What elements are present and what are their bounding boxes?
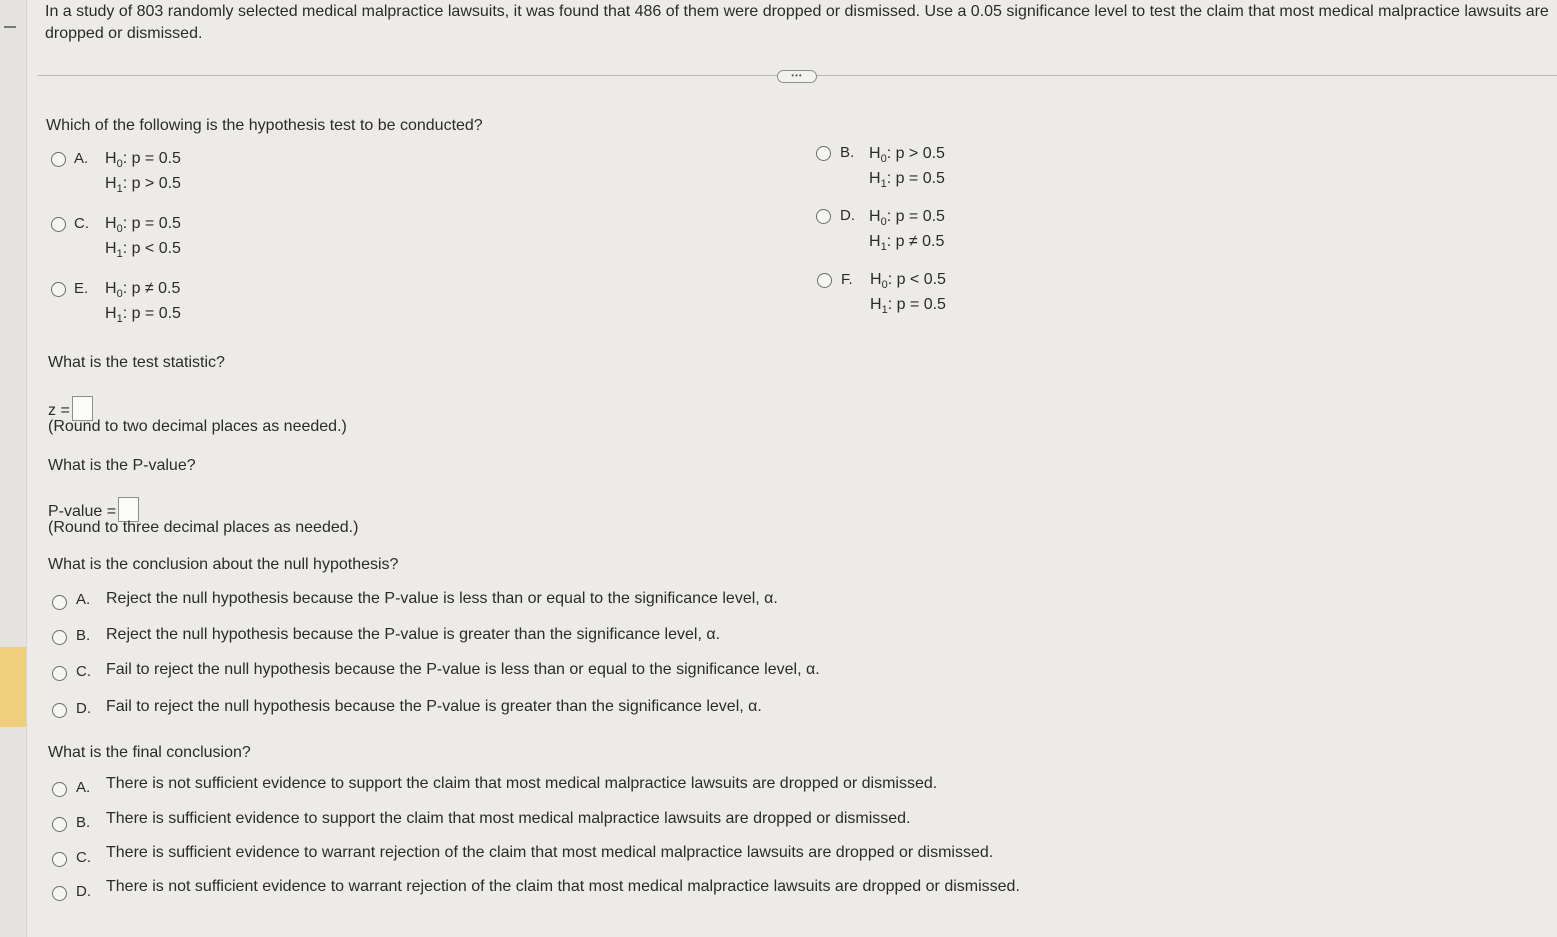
left-margin-strip <box>0 0 27 937</box>
q1-option-c-radio[interactable] <box>51 217 66 232</box>
q4-option-a-letter: A. <box>76 591 91 608</box>
q4-option-b-text[interactable]: Reject the null hypothesis because the P-value is greater than the significance level, α. <box>106 626 721 643</box>
q1-option-e-h0: $H_0$: p ≠ 0.5 <box>105 280 181 300</box>
q5-option-d-radio[interactable] <box>52 886 67 901</box>
more-options-button[interactable]: ••• <box>777 70 817 83</box>
q4-option-c-letter: C. <box>76 663 91 680</box>
q5-option-b-text[interactable]: There is sufficient evidence to support the claim that most medical malpractice lawsuits are dropped or dismissed. <box>106 810 911 827</box>
q1-option-a-radio[interactable] <box>51 152 66 167</box>
q4-option-c-radio[interactable] <box>52 666 67 681</box>
q1-option-d-letter: D. <box>840 207 855 224</box>
q3-prompt: What is the P-value? <box>48 457 196 474</box>
q1-option-d-h1: $H_1$: p ≠ 0.5 <box>869 233 945 253</box>
q5-option-a-text[interactable]: There is not sufficient evidence to support the claim that most medical malpractice lawsuits are dropped or dismissed. <box>106 775 938 792</box>
q4-option-d-letter: D. <box>76 700 91 717</box>
q4-option-b-letter: B. <box>76 627 91 644</box>
q4-option-d-text[interactable]: Fail to reject the null hypothesis because the P-value is greater than the significance level, α. <box>106 698 762 715</box>
q1-option-e-h1: $H_1$: p = 0.5 <box>105 305 181 325</box>
q1-option-b-radio[interactable] <box>816 146 831 161</box>
q1-option-e-radio[interactable] <box>51 282 66 297</box>
q4-option-b-radio[interactable] <box>52 630 67 645</box>
problem-statement: In a study of 803 randomly selected medical malpractice lawsuits, it was found that 486 of them were dropped or dismissed. Use a 0.05 significance level to test the claim that most medical malpractice lawsuits are dropped or dismissed. <box>45 3 1549 42</box>
q5-prompt: What is the final conclusion? <box>48 744 251 761</box>
q4-prompt: What is the conclusion about the null hypothesis? <box>48 556 399 573</box>
q4-option-c-text[interactable]: Fail to reject the null hypothesis because the P-value is less than or equal to the significance level, α. <box>106 661 820 678</box>
q1-option-f-radio[interactable] <box>817 273 832 288</box>
q1-option-a-h1: $H_1$: p > 0.5 <box>105 175 181 195</box>
q2-prompt: What is the test statistic? <box>48 354 225 371</box>
q5-option-a-radio[interactable] <box>52 782 67 797</box>
q1-option-f-h1: $H_1$: p = 0.5 <box>870 296 946 316</box>
q5-option-b-letter: B. <box>76 814 91 831</box>
test-statistic-label: z = <box>48 402 70 419</box>
q4-option-a-radio[interactable] <box>52 595 67 610</box>
q1-option-e-letter: E. <box>74 280 89 297</box>
current-question-marker <box>0 647 26 727</box>
q1-option-f-letter: F. <box>841 271 853 288</box>
q1-option-a-h0: $H_0$: p = 0.5 <box>105 150 181 170</box>
q1-option-b-letter: B. <box>840 144 855 161</box>
q2-rounding-note: (Round to two decimal places as needed.) <box>48 418 347 435</box>
q1-option-d-radio[interactable] <box>816 209 831 224</box>
q5-option-b-radio[interactable] <box>52 817 67 832</box>
q1-option-a-letter: A. <box>74 150 89 167</box>
q5-option-c-letter: C. <box>76 849 91 866</box>
p-value-label: P-value = <box>48 503 117 520</box>
q5-option-d-text[interactable]: There is not sufficient evidence to warrant rejection of the claim that most medical malpractice lawsuits are dropped or dismissed. <box>106 878 1020 895</box>
q5-option-c-radio[interactable] <box>52 852 67 867</box>
q1-option-c-letter: C. <box>74 215 89 232</box>
q1-prompt: Which of the following is the hypothesis test to be conducted? <box>46 117 483 134</box>
q4-option-a-text[interactable]: Reject the null hypothesis because the P-value is less than or equal to the significance level, α. <box>106 590 778 607</box>
q5-option-d-letter: D. <box>76 883 91 900</box>
q3-rounding-note: (Round to three decimal places as needed.) <box>48 519 359 536</box>
q4-option-d-radio[interactable] <box>52 703 67 718</box>
q5-option-c-text[interactable]: There is sufficient evidence to warrant rejection of the claim that most medical malpractice lawsuits are dropped or dismissed. <box>106 844 994 861</box>
q1-option-b-h1: $H_1$: p = 0.5 <box>869 170 945 190</box>
q5-option-a-letter: A. <box>76 779 91 796</box>
q1-option-c-h0: $H_0$: p = 0.5 <box>105 215 181 235</box>
q1-option-d-h0: $H_0$: p = 0.5 <box>869 208 945 228</box>
collapse-dash-icon[interactable] <box>4 26 16 28</box>
q1-option-b-h0: $H_0$: p > 0.5 <box>869 145 945 165</box>
q1-option-f-h0: $H_0$: p < 0.5 <box>870 271 946 291</box>
q1-option-c-h1: $H_1$: p < 0.5 <box>105 240 181 260</box>
